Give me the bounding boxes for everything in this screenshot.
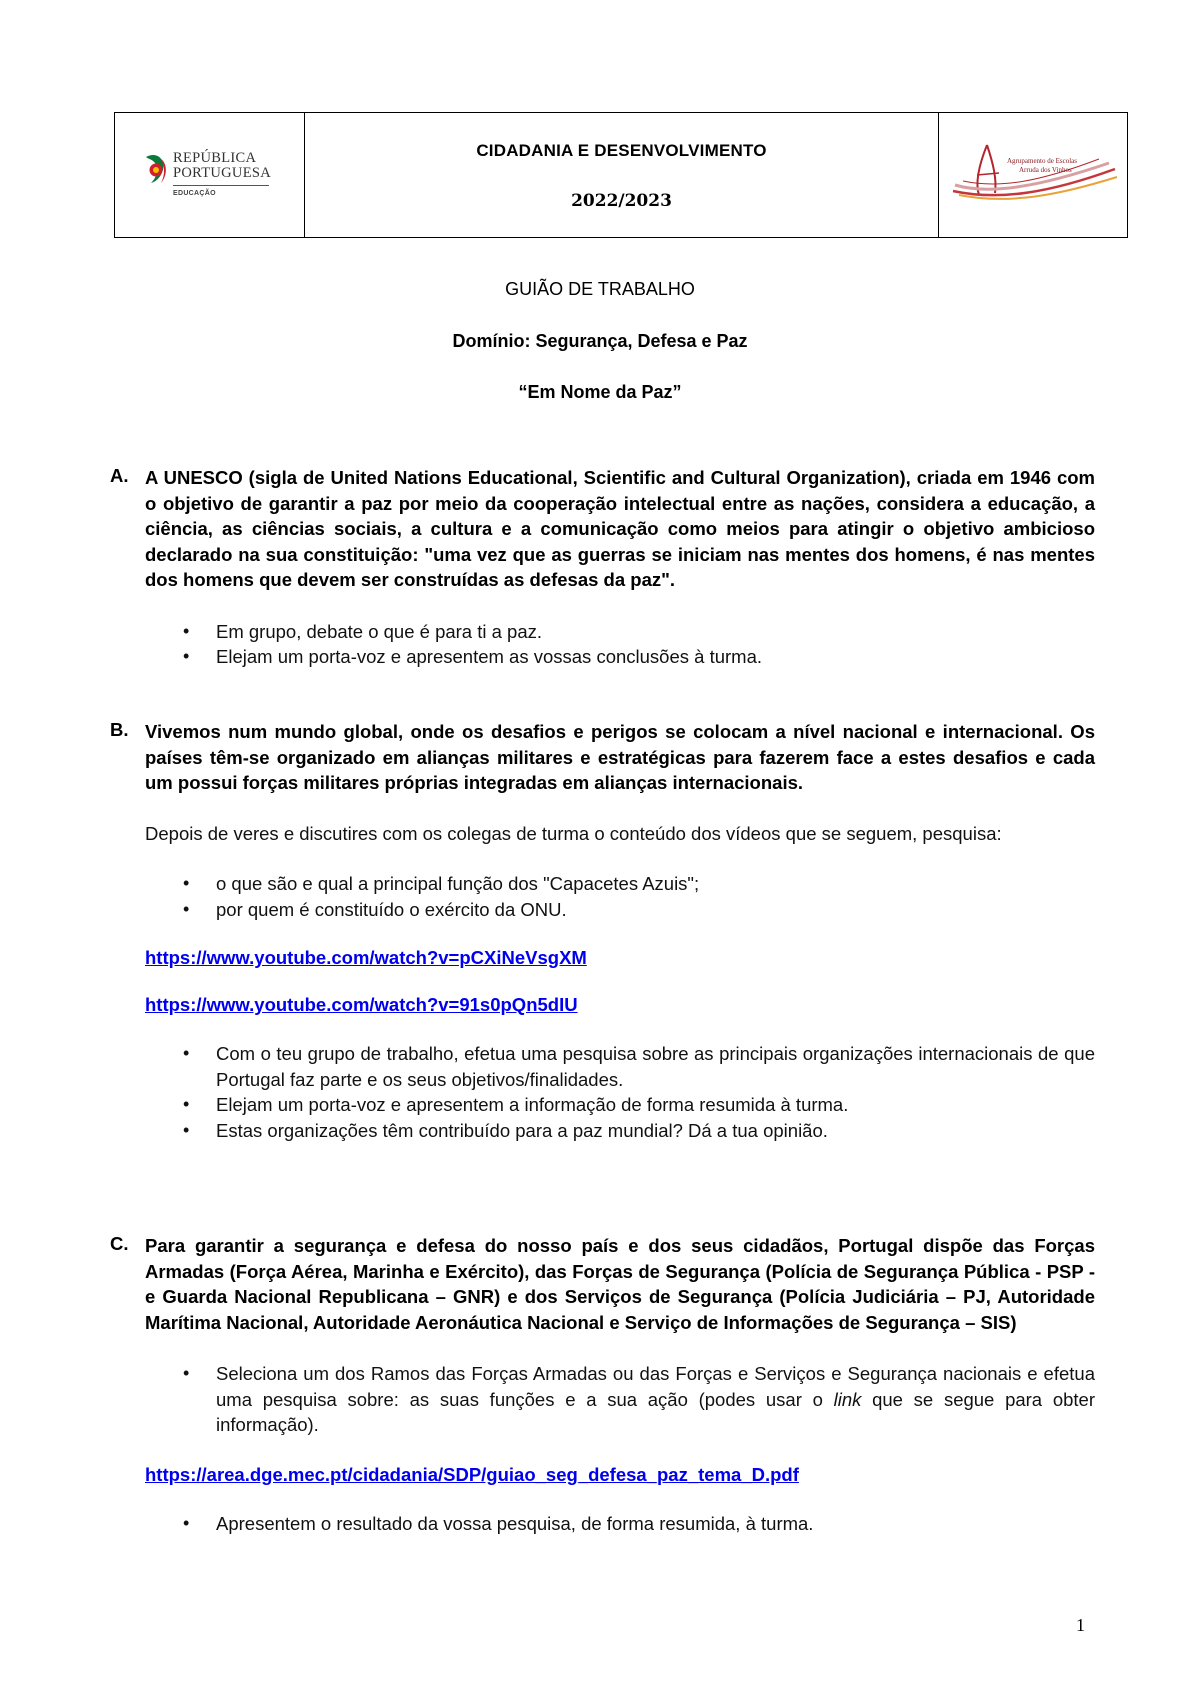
list-item: • Elejam um porta-voz e apresentem as vossas conclusões à turma. <box>145 644 1095 670</box>
logo-line-1: REPÚBLICA <box>173 150 257 166</box>
section-b-bullets-2 <box>145 1041 1095 1143</box>
list-item: • Com o teu grupo de trabalho, efetua uma pesquisa sobre as principais organizações internacionais de que Portugal faz parte e os seus objetivos/finalidades. <box>183 1043 1095 1090</box>
video-link-1[interactable]: https://www.youtube.com/watch?v=pCXiNeVsgXM <box>145 947 587 968</box>
section-c-text: Para garantir a segurança e defesa do nosso país e dos seus cidadãos, Portugal dispõe das Forças Armadas (Força Aérea, Marinha e Exército), das Forças de Segurança (Polícia de Segurança Pública - PSP - e Guarda Nacional Republicana – GNR) e dos Serviços de Segurança (Polícia Judiciária – PJ, Autoridade Marítima Nacional, Autoridade Aeronáutica Nacional e Serviço de Informações de Segurança – SIS) <box>145 1235 1095 1333</box>
bullet-icon: • <box>183 898 190 919</box>
list-item: • Apresentem o resultado da vossa pesquisa, de forma resumida, à turma. <box>145 1511 1095 1537</box>
section-b-bullets-1 <box>145 871 1095 922</box>
section-a-letter: A. <box>110 465 129 486</box>
guide-title: GUIÃO DE TRABALHO <box>505 279 695 299</box>
school-year: 2022/2023 <box>571 191 672 211</box>
header-title-cell <box>305 113 939 237</box>
page-number: 1 <box>1076 1615 1085 1635</box>
republica-portuguesa-logo <box>143 150 272 197</box>
bullet-icon: • <box>183 1363 190 1383</box>
bullet-icon: • <box>183 1043 190 1063</box>
link-word: link <box>833 1388 862 1410</box>
logo-subtitle: EDUCAÇÃO <box>173 190 216 197</box>
svg-text:Arruda dos Vinhos: Arruda dos Vinhos <box>1019 166 1072 174</box>
theme-title: “Em Nome da Paz” <box>518 382 682 402</box>
header-school-logo-cell <box>939 113 1127 237</box>
section-b-text: Vivemos num mundo global, onde os desafios e perigos se colocam a nível nacional e internacional. Os países têm-se organizado em alianças militares e estratégicas para fazerem face a estes desafios e cada um possui forças militares próprias integradas em alianças internacionais. <box>145 721 1095 793</box>
section-c <box>110 1233 1110 1536</box>
list-item: • Em grupo, debate o que é para ti a paz. <box>145 619 1095 645</box>
bullet-icon: • <box>183 646 190 666</box>
list-item: • Elejam um porta-voz e apresentem a informação de forma resumida à turma. <box>145 1092 1095 1118</box>
dge-pdf-link[interactable]: https://area.dge.mec.pt/cidadania/SDP/guiao_seg_defesa_paz_tema_D.pdf <box>145 1463 799 1485</box>
section-c-bullets-2 <box>145 1511 1095 1537</box>
section-b-intro: Depois de veres e discutires com os colegas de turma o conteúdo dos vídeos que se seguem, pesquisa: <box>145 822 1002 844</box>
bullet-icon: • <box>183 1119 190 1140</box>
section-c-letter: C. <box>110 1233 129 1254</box>
coat-of-arms-icon <box>143 151 169 187</box>
bullet-icon: • <box>183 1512 190 1533</box>
list-item: • o que são e qual a principal função dos "Capacetes Azuis"; <box>145 871 1095 897</box>
header-title: CIDADANIA E DESENVOLVIMENTO <box>476 141 767 160</box>
domain-title: Domínio: Segurança, Defesa e Paz <box>452 331 748 351</box>
svg-text:Agrupamento de Escolas: Agrupamento de Escolas <box>1007 157 1077 165</box>
logo-divider <box>173 185 269 186</box>
school-logo-icon <box>949 135 1125 215</box>
bullet-icon: • <box>183 873 190 893</box>
video-link-2[interactable]: https://www.youtube.com/watch?v=91s0pQn5dIU <box>145 994 578 1015</box>
section-a-bullets <box>145 619 1095 670</box>
logo-line-2: PORTUGUESA <box>173 165 272 181</box>
header-table <box>114 112 1128 238</box>
bullet-icon: • <box>183 1094 190 1114</box>
section-b-letter: B. <box>110 719 129 740</box>
section-b <box>110 719 1110 1143</box>
header-logo-cell <box>115 113 305 237</box>
section-a <box>110 465 1110 670</box>
list-item: • por quem é constituído o exército da ONU. <box>145 897 1095 923</box>
list-item: • Estas organizações têm contribuído para a paz mundial? Dá a tua opinião. <box>145 1118 1095 1144</box>
section-c-bullets-1 <box>145 1361 1095 1438</box>
bullet-icon: • <box>183 620 190 641</box>
section-a-text: A UNESCO (sigla de United Nations Educational, Scientific and Cultural Organization), criada em 1946 com o objetivo de garantir a paz por meio da cooperação intelectual entre as nações, considera a educação, a ciência, as ciências sociais, a cultura e a comunicação como meios para atingir o objetivo ambicioso declarado na sua constituição: "uma vez que as guerras se iniciam nas mentes dos homens, é nas mentes dos homens que devem ser construídas as defesas da paz". <box>145 467 1095 590</box>
list-item: • Seleciona um dos Ramos das Forças Armadas ou das Forças e Serviços e Segurança nacionais e efetua uma pesquisa sobre: as suas funções e a sua ação (podes usar o link que se segue para obter informação). <box>183 1363 1095 1435</box>
